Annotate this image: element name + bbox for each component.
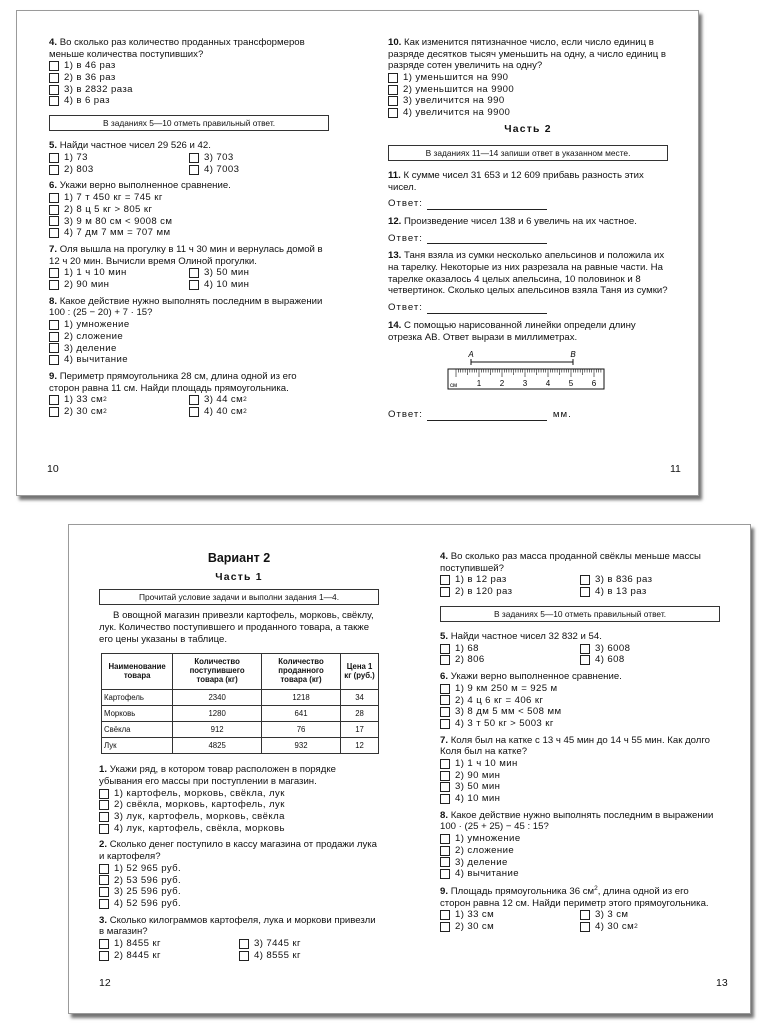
checkbox[interactable] (239, 939, 249, 949)
page-number: 11 (670, 463, 681, 475)
checkbox[interactable] (440, 587, 450, 597)
question-text: Площадь прямоугольника 36 см (450, 886, 595, 898)
answer-line[interactable] (427, 411, 547, 421)
question-number: 14. (388, 319, 402, 331)
answer-option[interactable]: 3) 44 см 2 (189, 394, 329, 406)
answer-option[interactable]: 2) сложение (49, 331, 329, 343)
checkbox[interactable] (440, 782, 450, 792)
answer-option[interactable]: 4) 608 (580, 654, 720, 666)
table-row: Картофель 2340 1218 34 (102, 690, 379, 706)
checkbox[interactable] (440, 695, 450, 705)
checkbox[interactable] (49, 165, 59, 175)
instruction-box: В заданиях 5—10 отметь правильный ответ. (49, 115, 329, 131)
question-9 (49, 371, 329, 418)
question-text: С помощью нарисованной линейки определи длину отрезка AB. Ответ вырази в миллиметрах. (388, 319, 636, 343)
task-intro: В овощной магазин привезли картофель, морковь, свёклу, лук. Количество поступившего и проданного товара, а также его цены указаны в таблице. (99, 610, 374, 645)
question-number: 1. (99, 764, 108, 776)
instruction-box: Прочитай условие задачи и выполни задания 1—4. (99, 589, 379, 605)
checkbox[interactable] (99, 899, 109, 909)
checkbox[interactable] (440, 910, 450, 920)
question-number: 7. (440, 734, 449, 746)
part-title: Часть 1 (215, 572, 263, 584)
answer-option[interactable]: 1) умножение (440, 833, 720, 845)
answer-option[interactable]: 2) 8445 кг (99, 950, 239, 962)
checkbox[interactable] (49, 193, 59, 203)
checkbox[interactable] (580, 587, 590, 597)
checkbox[interactable] (49, 85, 59, 95)
question-number: 9. (49, 370, 58, 382)
question-7 (440, 735, 720, 805)
answer-option[interactable]: 3) в 2832 раза (49, 84, 329, 96)
question-number: 8. (49, 295, 58, 307)
question-6 (440, 671, 720, 729)
answer-option[interactable]: 4) 10 мин (440, 793, 720, 805)
part-title: Часть 2 (504, 123, 552, 135)
question-number: 4. (49, 37, 58, 48)
answer-field[interactable]: Ответ: (388, 198, 668, 210)
question-4 (49, 37, 329, 107)
answer-option[interactable]: 2) 90 мин (49, 279, 189, 291)
page-13 (410, 525, 751, 989)
point-b-label: B (570, 350, 576, 360)
checkbox[interactable] (580, 575, 590, 585)
checkbox[interactable] (189, 153, 199, 163)
answer-option[interactable]: 3) 50 мин (440, 781, 720, 793)
answer-option[interactable]: 4) 7003 (189, 164, 329, 176)
question-5 (49, 140, 329, 175)
ruler-tick-label: 6 (591, 379, 597, 389)
answer-option[interactable]: 4) лук, картофель, свёкла, морковь (99, 823, 379, 835)
answer-option[interactable]: 1) 33 см (440, 909, 580, 921)
checkbox[interactable] (440, 719, 450, 729)
checkbox[interactable] (49, 61, 59, 71)
answer-option[interactable]: 1) умножение (49, 319, 329, 331)
answer-option[interactable]: 2) 30 см 2 (49, 406, 189, 418)
answer-option[interactable]: 1) 1 ч 10 мин (49, 267, 189, 279)
question-number: 6. (49, 180, 58, 192)
question-number: 13. (388, 250, 402, 262)
checkbox[interactable] (440, 771, 450, 781)
checkbox[interactable] (49, 73, 59, 83)
checkbox[interactable] (49, 228, 59, 238)
answer-option[interactable]: 3) увеличится на 990 (388, 95, 668, 107)
question-6 (49, 180, 329, 238)
checkbox[interactable] (388, 108, 398, 118)
question-text: Какое действие нужно выполнять последним в выражении 100 · (25 + 25) − 45 : 15? (440, 809, 714, 833)
instruction-box: В заданиях 11—14 запиши ответ в указанном месте. (388, 145, 668, 161)
checkbox[interactable] (49, 343, 59, 353)
question-1 (99, 764, 379, 834)
checkbox[interactable] (440, 684, 450, 694)
checkbox[interactable] (440, 794, 450, 804)
checkbox[interactable] (580, 922, 590, 932)
question-number: 3. (99, 914, 108, 926)
question-4 (440, 551, 720, 598)
point-a-label: A (468, 350, 474, 360)
checkbox[interactable] (49, 332, 59, 342)
answer-option[interactable]: 4) 30 см 2 (580, 921, 720, 933)
answer-option[interactable]: 2) 4 ц 6 кг = 406 кг (440, 695, 720, 707)
question-13 (388, 250, 668, 314)
question-number: 8. (440, 809, 449, 821)
page-number: 12 (99, 977, 111, 989)
question-text: Сколько денег поступило в кассу магазина от продажи лука и картофеля? (99, 839, 377, 863)
answer-line[interactable] (427, 234, 547, 244)
answer-option[interactable]: 4) 8555 кг (239, 950, 379, 962)
checkbox[interactable] (580, 910, 590, 920)
page-11 (358, 11, 699, 475)
answer-option[interactable]: 4) увеличится на 9900 (388, 107, 668, 119)
question-text: Периметр прямоугольника 28 см, длина одной из его сторон равна 11 см. Найди площадь прямоугольника. (49, 370, 297, 394)
answer-option[interactable]: 1) 73 (49, 152, 189, 164)
checkbox[interactable] (580, 644, 590, 654)
checkbox[interactable] (440, 655, 450, 665)
unit-label: мм. (552, 408, 572, 420)
question-2 (99, 839, 379, 909)
question-text: Найди частное чисел 32 832 и 54. (450, 631, 602, 643)
answer-option[interactable]: 3) 8 дм 5 мм < 508 мм (440, 706, 720, 718)
answer-option[interactable]: 1) 8455 кг (99, 938, 239, 950)
checkbox[interactable] (99, 864, 109, 874)
checkbox[interactable] (189, 395, 199, 405)
question-number: 11. (388, 169, 401, 181)
checkbox[interactable] (49, 320, 59, 330)
answer-option[interactable]: 1) картофель, морковь, свёкла, лук (99, 788, 379, 800)
checkbox[interactable] (99, 939, 109, 949)
checkbox[interactable] (49, 355, 59, 365)
checkbox[interactable] (49, 205, 59, 215)
checkbox[interactable] (388, 85, 398, 95)
answer-option[interactable]: 4) 10 мин (189, 279, 329, 291)
question-11 (388, 170, 668, 210)
checkbox[interactable] (388, 96, 398, 106)
table-row: Лук 4825 932 12 (102, 738, 379, 754)
page-number: 13 (716, 977, 728, 989)
checkbox[interactable] (99, 824, 109, 834)
checkbox[interactable] (49, 96, 59, 106)
checkbox[interactable] (49, 153, 59, 163)
question-text: Укажи верно выполненное сравнение. (450, 671, 622, 683)
checkbox[interactable] (440, 834, 450, 844)
checkbox[interactable] (49, 395, 59, 405)
answer-field-mm[interactable]: Ответ: мм. (388, 408, 572, 420)
answer-field[interactable]: Ответ: (388, 233, 668, 245)
checkbox[interactable] (99, 951, 109, 961)
page-10 (17, 11, 358, 475)
answer-option[interactable]: 4) в 13 раз (580, 586, 720, 598)
table-header-row (102, 654, 379, 690)
spread-pages-10-11 (16, 10, 699, 496)
checkbox[interactable] (99, 789, 109, 799)
question-text: Во сколько раз количество проданных трансформеров меньше количества поступивших? (49, 37, 305, 60)
question-8 (49, 296, 329, 366)
checkbox[interactable] (49, 407, 59, 417)
checkbox[interactable] (440, 922, 450, 932)
checkbox[interactable] (440, 575, 450, 585)
column-header: Наименование товара (102, 654, 173, 690)
checkbox[interactable] (49, 280, 59, 290)
question-7 (49, 244, 329, 291)
ruler-unit: см (450, 383, 458, 390)
column-header: Количество проданного товара (кг) (261, 654, 340, 690)
answer-option[interactable]: 4) в 6 раз (49, 95, 329, 107)
answer-option[interactable]: 1) в 12 раз (440, 574, 580, 586)
question-text: Произведение чисел 138 и 6 увеличь на их частное. (404, 215, 637, 227)
question-number: 10. (388, 37, 402, 48)
question-3 (99, 915, 379, 962)
answer-option[interactable]: 2) 90 мин (440, 770, 720, 782)
answer-option[interactable]: 2) 30 см (440, 921, 580, 933)
question-text: Таня взяла из сумки несколько апельсинов и положила их на тарелку. Некоторые из них разрезала на равные части. На тарелке оказалось 4 целых апельсина, 10 половинок и 8 четвертинок. Сколько целых апельсинов взяла Таня из сумки? (388, 250, 668, 297)
answer-option[interactable]: 4) вычитание (49, 354, 329, 366)
answer-option[interactable]: 1) 9 км 250 м = 925 м (440, 683, 720, 695)
column-header: Количество поступившего товара (кг) (173, 654, 262, 690)
answer-field[interactable]: Ответ: (388, 302, 668, 314)
answer-option[interactable]: 2) 8 ц 5 кг > 805 кг (49, 204, 329, 216)
checkbox[interactable] (99, 887, 109, 897)
spread-pages-12-13 (68, 524, 751, 1014)
page-number: 10 (47, 463, 59, 475)
answer-option[interactable]: 3) 703 (189, 152, 329, 164)
checkbox[interactable] (440, 869, 450, 879)
ruler-tick-label: 3 (522, 379, 528, 389)
checkbox[interactable] (440, 857, 450, 867)
answer-option[interactable]: 2) свёкла, морковь, картофель, лук (99, 799, 379, 811)
checkbox[interactable] (440, 707, 450, 717)
question-text: Какое действие нужно выполнять последним в выражении 100 : (25 − 20) + 7 · 15? (49, 295, 323, 319)
checkbox[interactable] (580, 655, 590, 665)
answer-option[interactable]: 3) деление (440, 857, 720, 869)
answer-option[interactable]: 1) 7 т 450 кг = 745 кг (49, 192, 329, 204)
question-text: Укажи верно выполненное сравнение. (59, 180, 231, 192)
checkbox[interactable] (49, 216, 59, 226)
question-text: Сколько килограммов картофеля, лука и моркови привезли в магазин? (99, 914, 376, 938)
question-number: 2. (99, 839, 108, 851)
answer-option[interactable]: 3) в 836 раз (580, 574, 720, 586)
page-12 (69, 525, 410, 989)
question-5 (440, 631, 720, 666)
ruler-tick-label: 2 (499, 379, 505, 389)
answer-option[interactable]: 2) 803 (49, 164, 189, 176)
checkbox[interactable] (189, 407, 199, 417)
variant-title: Вариант 2 (207, 551, 271, 565)
question-9: 9. Площадь прямоугольника 36 $см^2$, длина одной из его сторон равна 12 см. Найди периметр этого прямоугольника. 1) 33 см 3) 3 см 2) 30 см 4) 30 см 2 (440, 885, 720, 933)
answer-option[interactable]: 4) вычитание (440, 868, 720, 880)
answer-option[interactable]: 1) в 46 раз (49, 60, 329, 72)
question-number: 9. (440, 886, 449, 898)
question-text: Во сколько раз масса проданной свёклы меньше массы поступившей? (440, 551, 701, 574)
answer-option[interactable]: 1) 52 965 руб. (99, 863, 379, 875)
answer-option[interactable]: 4) 7 дм 7 мм = 707 мм (49, 227, 329, 239)
answer-option[interactable]: 1) 68 (440, 643, 580, 655)
question-text: Найди частное чисел 29 526 и 42. (59, 140, 211, 152)
question-number: 5. (49, 140, 58, 152)
table-row: Свёкла 912 76 17 (102, 722, 379, 738)
answer-option[interactable]: 3) 9 м 80 см < 9008 см (49, 216, 329, 228)
answer-option[interactable]: 3) 6008 (580, 643, 720, 655)
checkbox[interactable] (99, 812, 109, 822)
ruler-tick-label: 5 (568, 379, 574, 389)
ruler-tick-label: 4 (545, 379, 551, 389)
answer-option[interactable]: 2) в 36 раз (49, 72, 329, 84)
question-text: Как изменится пятизначное число, если число единиц в разряде десятков тысяч уменьшить на одну, а число единиц в разряде сотен увеличить на одну? (388, 37, 667, 72)
checkbox[interactable] (388, 73, 398, 83)
ruler-figure (446, 349, 668, 397)
answer-line[interactable] (427, 200, 547, 210)
answer-option[interactable]: 2) сложение (440, 845, 720, 857)
checkbox[interactable] (440, 644, 450, 654)
checkbox[interactable] (99, 875, 109, 885)
question-text: Коля был на катке с 13 ч 45 мин до 14 ч 55 мин. Как долго Коля был на катке? (440, 734, 711, 758)
checkbox[interactable] (239, 951, 249, 961)
answer-option[interactable]: 2) в 120 раз (440, 586, 580, 598)
checkbox[interactable] (49, 268, 59, 278)
question-12 (388, 216, 668, 244)
answer-option[interactable]: 2) 806 (440, 654, 580, 666)
question-10 (388, 37, 668, 119)
answer-option[interactable]: 3) лук, картофель, морковь, свёкла (99, 811, 379, 823)
checkbox[interactable] (189, 280, 199, 290)
column-header: Цена 1 кг (руб.) (341, 654, 379, 690)
question-text: К сумме чисел 31 653 и 12 609 прибавь разность этих чисел. (388, 169, 644, 193)
answer-option[interactable]: 3) 50 мин (189, 267, 329, 279)
checkbox[interactable] (189, 268, 199, 278)
answer-option[interactable]: 4) 40 см 2 (189, 406, 329, 418)
answer-option[interactable]: 1) 1 ч 10 мин (440, 758, 720, 770)
question-number: 5. (440, 631, 449, 643)
question-number: 4. (440, 551, 449, 562)
question-text: Укажи ряд, в котором товар расположен в порядке убывания его массы при поступлении в магазин. (99, 764, 336, 787)
answer-option[interactable]: 1) 33 см 2 (49, 394, 189, 406)
data-table (101, 653, 379, 754)
checkbox[interactable] (99, 800, 109, 810)
answer-option[interactable]: 3) 7445 кг (239, 938, 379, 950)
answer-option[interactable]: 3) деление (49, 343, 329, 355)
question-number: 7. (49, 243, 58, 255)
question-14 (388, 320, 668, 421)
table-row: Морковь 1280 641 28 (102, 706, 379, 722)
answer-option[interactable]: 3) 3 см (580, 909, 720, 921)
question-number: 12. (388, 215, 402, 227)
checkbox[interactable] (189, 165, 199, 175)
ruler-tick-label: 1 (476, 379, 482, 389)
answer-option[interactable]: 1) уменьшится на 990 (388, 72, 668, 84)
answer-option[interactable]: 3) 25 596 руб. (99, 886, 379, 898)
checkbox[interactable] (440, 759, 450, 769)
answer-option[interactable]: 4) 3 т 50 кг > 5003 кг (440, 718, 720, 730)
checkbox[interactable] (440, 846, 450, 856)
answer-option[interactable]: 2) 53 596 руб. (99, 875, 379, 887)
answer-line[interactable] (427, 304, 547, 314)
question-8 (440, 810, 720, 880)
question-text: Оля вышла на прогулку в 11 ч 30 мин и вернулась домой в 12 ч 20 мин. Вычисли время Олиной прогулки. (49, 243, 323, 267)
answer-option[interactable]: 4) 52 596 руб. (99, 898, 379, 910)
answer-option[interactable]: 2) уменьшится на 9900 (388, 84, 668, 96)
instruction-box: В заданиях 5—10 отметь правильный ответ. (440, 606, 720, 622)
ruler-icon (446, 349, 608, 393)
question-number: 6. (440, 671, 449, 683)
